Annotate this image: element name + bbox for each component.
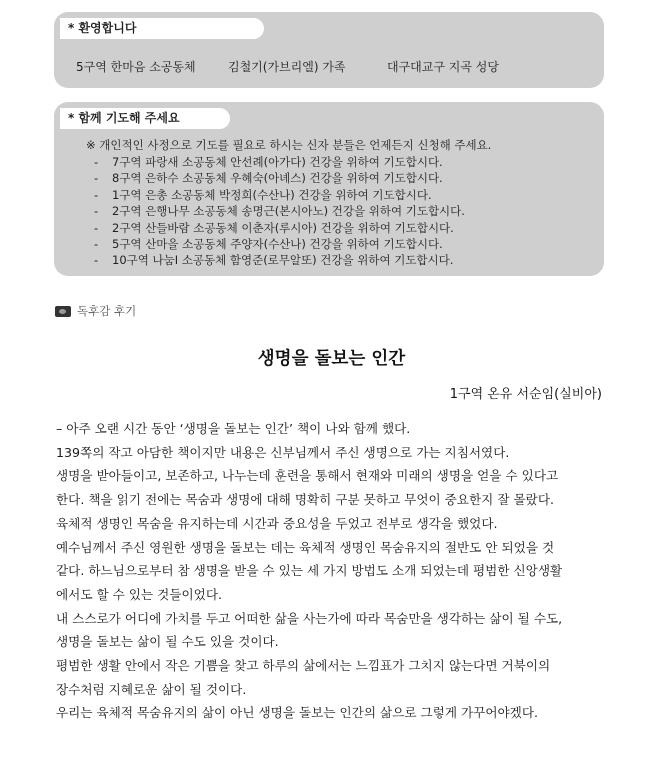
prayer-list xyxy=(94,154,465,269)
prayer-item: - 7구역 파랑새 소공동체 안선례(아가다) 건강을 위하여 기도합시다. xyxy=(94,155,443,169)
body-line: – 아주 오랜 시간 동안 ‘생명을 돌보는 인간’ 책이 나와 함께 했다. xyxy=(56,421,411,436)
book-review-icon xyxy=(55,306,71,317)
body-line: 생명을 받아들이고, 보존하고, 나누는데 훈련을 통해서 현재와 미래의 생명을 얻을 수 있다고 xyxy=(56,468,559,484)
welcome-entry: 김철기(가브리엘) 가족 xyxy=(228,60,346,74)
article-title: 생명을 돌보는 인간 xyxy=(257,349,406,369)
prayer-item: - 8구역 은하수 소공동체 우혜숙(아녜스) 건강을 위하여 기도합시다. xyxy=(94,171,443,186)
body-line: 예수님께서 주신 영원한 생명을 돌보는 데는 육체적 생명인 목숨유지의 절반도 안 되었을 것 xyxy=(56,539,555,555)
prayer-item: - 2구역 은행나무 소공동체 송명근(본시아노) 건강을 위하여 기도합시다. xyxy=(94,204,465,219)
welcome-tag: * 환영합니다 xyxy=(60,18,264,39)
body-line: 139쪽의 작고 아담한 책이지만 내용은 신부님께서 주신 생명으로 가는 지침서였다. xyxy=(56,444,510,460)
welcome-entry: 5구역 한마음 소공동체 xyxy=(76,60,196,74)
body-line: 우리는 육체적 목숨유지의 삶이 아닌 생명을 돌보는 인간의 삶으로 그렇게 가꾸어야겠다. xyxy=(56,705,538,721)
prayer-item: - 2구역 산들바람 소공동체 이춘자(루시아) 건강을 위하여 기도합시다. xyxy=(94,220,454,235)
body-line: 육체적 생명인 목숨을 유지하는데 시간과 중요성을 두었고 전부로 생각을 했었다. xyxy=(56,515,498,531)
body-line: 같다. 하느님으로부터 참 생명을 받을 수 있는 세 가지 방법도 소개 되었는데 평범한 신앙생활 xyxy=(56,563,563,579)
article-body xyxy=(56,417,612,725)
section-label xyxy=(55,303,136,319)
body-line: 에서도 할 수 있는 것들이었다. xyxy=(56,586,223,602)
prayer-note: ※ 개인적인 사정으로 기도를 필요로 하시는 신자 분들은 언제든지 신청해 주세요. xyxy=(86,138,492,152)
prayer-tag: * 함께 기도해 주세요 xyxy=(60,108,230,129)
section-label-text: 독후감 후기 xyxy=(77,304,137,318)
article-author: 1구역 온유 서순임(실비아) xyxy=(449,387,602,402)
body-line: 한다. 책을 읽기 전에는 목숨과 생명에 대해 명확히 구분 못하고 무엇이 중요한지 잘 몰랐다. xyxy=(56,492,555,508)
body-line: 내 스스로가 어디에 가치를 두고 어떠한 삶을 사는가에 따라 목숨만을 생각하는 삶이 될 수도, xyxy=(56,610,563,626)
prayer-item: - 5구역 산마을 소공동체 주양자(수산나) 건강을 위하여 기도합시다. xyxy=(94,237,443,252)
welcome-entry: 대구대교구 지곡 성당 xyxy=(387,60,499,74)
prayer-item: - 10구역 나눔Ⅰ 소공동체 함영준(로무알또) 건강을 위하여 기도합시다. xyxy=(94,253,454,268)
body-line: 생명을 돌보는 삶이 될 수도 있을 것이다. xyxy=(56,634,279,650)
prayer-panel xyxy=(54,102,604,276)
prayer-item: - 1구역 은총 소공동체 박정희(수산나) 건강을 위하여 기도합시다. xyxy=(94,187,432,202)
body-line: 평범한 생활 안에서 작은 기쁨을 찾고 하루의 삶에서는 느낌표가 그치지 않는다면 거북이의 xyxy=(56,658,551,674)
body-line: 장수처럼 지혜로운 삶이 될 것이다. xyxy=(56,681,247,697)
welcome-panel xyxy=(54,12,604,88)
